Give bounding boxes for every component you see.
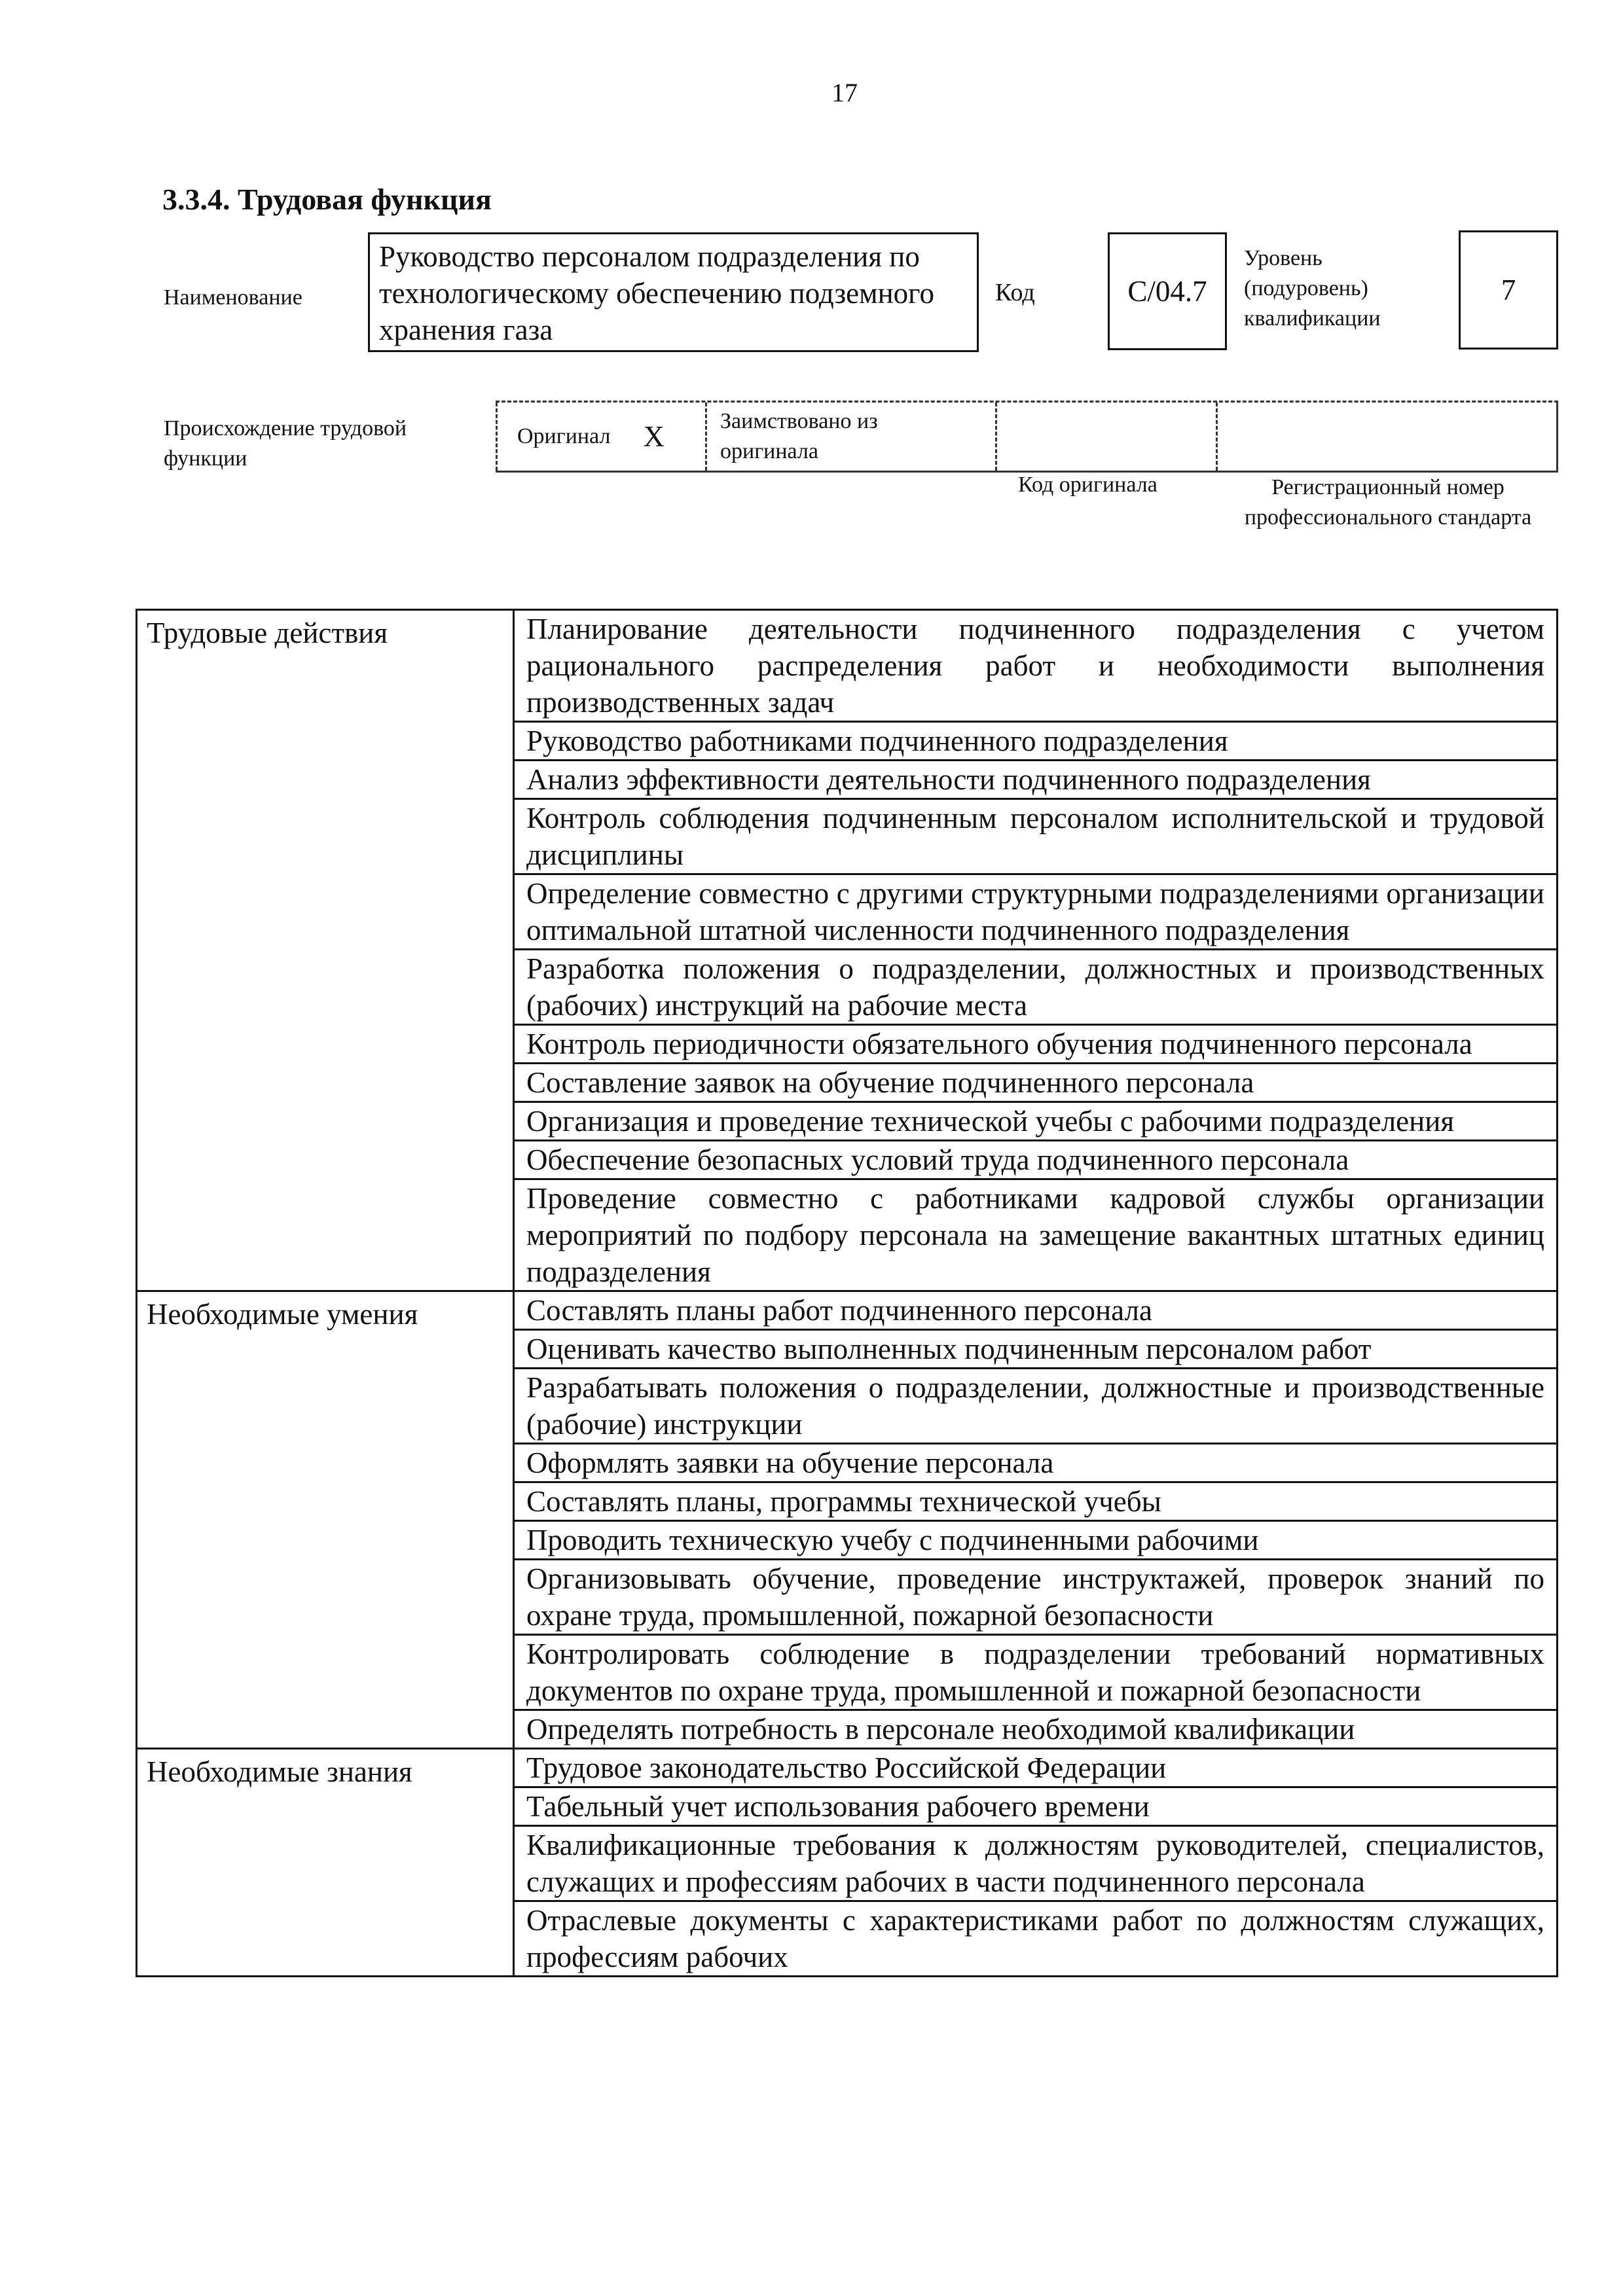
level-value: 7 <box>1459 230 1558 350</box>
table-item: Проведение совместно с работниками кадровой службы организации мероприятий по подбору персонала на замещение вакантных штатных единиц подразделения <box>514 1179 1558 1291</box>
table-item: Оценивать качество выполненных подчиненным персоналом работ <box>514 1330 1558 1369</box>
original-mark: X <box>643 420 665 453</box>
table-item: Анализ эффективности деятельности подчиненного подразделения <box>514 761 1558 799</box>
page-number: 17 <box>831 78 858 107</box>
table-item: Оформлять заявки на обучение персонала <box>514 1444 1558 1482</box>
level-label <box>1244 243 1440 334</box>
table-item: Разработка положения о подразделении, должностных и производственных (рабочих) инструкций на рабочие места <box>514 950 1558 1025</box>
table-item: Разрабатывать положения о подразделении, должностные и производственные (рабочие) инструкции <box>514 1369 1558 1444</box>
original-code-cell <box>995 403 1216 471</box>
table-item: Квалификационные требования к должностям руководителей, специалистов, служащих и профессиям рабочих в части подчиненного персонала <box>514 1826 1558 1901</box>
code-value: C/04.7 <box>1108 232 1227 350</box>
table-row <box>137 1749 1558 1787</box>
origin-label-text: Происхождение трудовой функции <box>164 416 407 471</box>
section-title-cell: Трудовые действия <box>137 610 514 1291</box>
borrowed-label: Заимствовано из оригинала <box>720 409 878 463</box>
table-item: Организация и проведение технической учебы с рабочими подразделения <box>514 1102 1558 1141</box>
table-item: Контроль периодичности обязательного обучения подчиненного персонала <box>514 1025 1558 1064</box>
table-item: Составлять планы работ подчиненного персонала <box>514 1291 1558 1330</box>
table-item: Составлять планы, программы технической учебы <box>514 1482 1558 1521</box>
section-title: 3.3.4. Трудовая функция <box>162 183 492 216</box>
table-item: Отраслевые документы с характеристиками работ по должностям служащих, профессиям рабочих <box>514 1901 1558 1977</box>
section-title-cell: Необходимые умения <box>137 1291 514 1749</box>
table-item: Составление заявок на обучение подчиненного персонала <box>514 1064 1558 1102</box>
name-label: Наименование <box>164 285 302 310</box>
reg-number-caption: Регистрационный номер профессионального стандарта <box>1244 475 1532 529</box>
origin-label <box>164 414 478 474</box>
original-cell <box>496 403 705 471</box>
table-row <box>137 1291 1558 1330</box>
table-item: Проводить техническую учебу с подчиненными рабочими <box>514 1521 1558 1560</box>
table-item: Планирование деятельности подчиненного подразделения с учетом рационального распределения работ и необходимости выполнения производственных задач <box>514 610 1558 722</box>
reg-number-cell <box>1216 403 1556 471</box>
table-item: Контроль соблюдения подчиненным персоналом исполнительской и трудовой дисциплины <box>514 799 1558 874</box>
original-label: Оригинал <box>517 424 611 448</box>
table-item: Трудовое законодательство Российской Федерации <box>514 1749 1558 1787</box>
table-row <box>137 610 1558 722</box>
table-item: Обеспечение безопасных условий труда подчиненного персонала <box>514 1141 1558 1179</box>
table-item: Контролировать соблюдение в подразделении требований нормативных документов по охране труда, промышленной и пожарной безопасности <box>514 1635 1558 1710</box>
function-table <box>136 609 1558 1977</box>
borrowed-cell <box>705 403 995 471</box>
table-item: Табельный учет использования рабочего времени <box>514 1787 1558 1826</box>
table-item: Определение совместно с другими структурными подразделениями организации оптимальной штатной численности подчиненного подразделения <box>514 874 1558 950</box>
table-item: Организовывать обучение, проведение инструктажей, проверок знаний по охране труда, промышленной, пожарной безопасности <box>514 1560 1558 1635</box>
section-title-cell: Необходимые знания <box>137 1749 514 1977</box>
origin-row <box>496 401 1558 473</box>
original-code-caption: Код оригинала <box>1018 473 1158 497</box>
code-label: Код <box>995 279 1035 306</box>
table-item: Руководство работниками подчиненного подразделения <box>514 722 1558 761</box>
level-label-text: Уровень (подуровень) квалификации <box>1244 246 1381 331</box>
name-value: Руководство персоналом подразделения по технологическому обеспечению подземного хранения газа <box>368 232 979 352</box>
table-item: Определять потребность в персонале необходимой квалификации <box>514 1710 1558 1749</box>
